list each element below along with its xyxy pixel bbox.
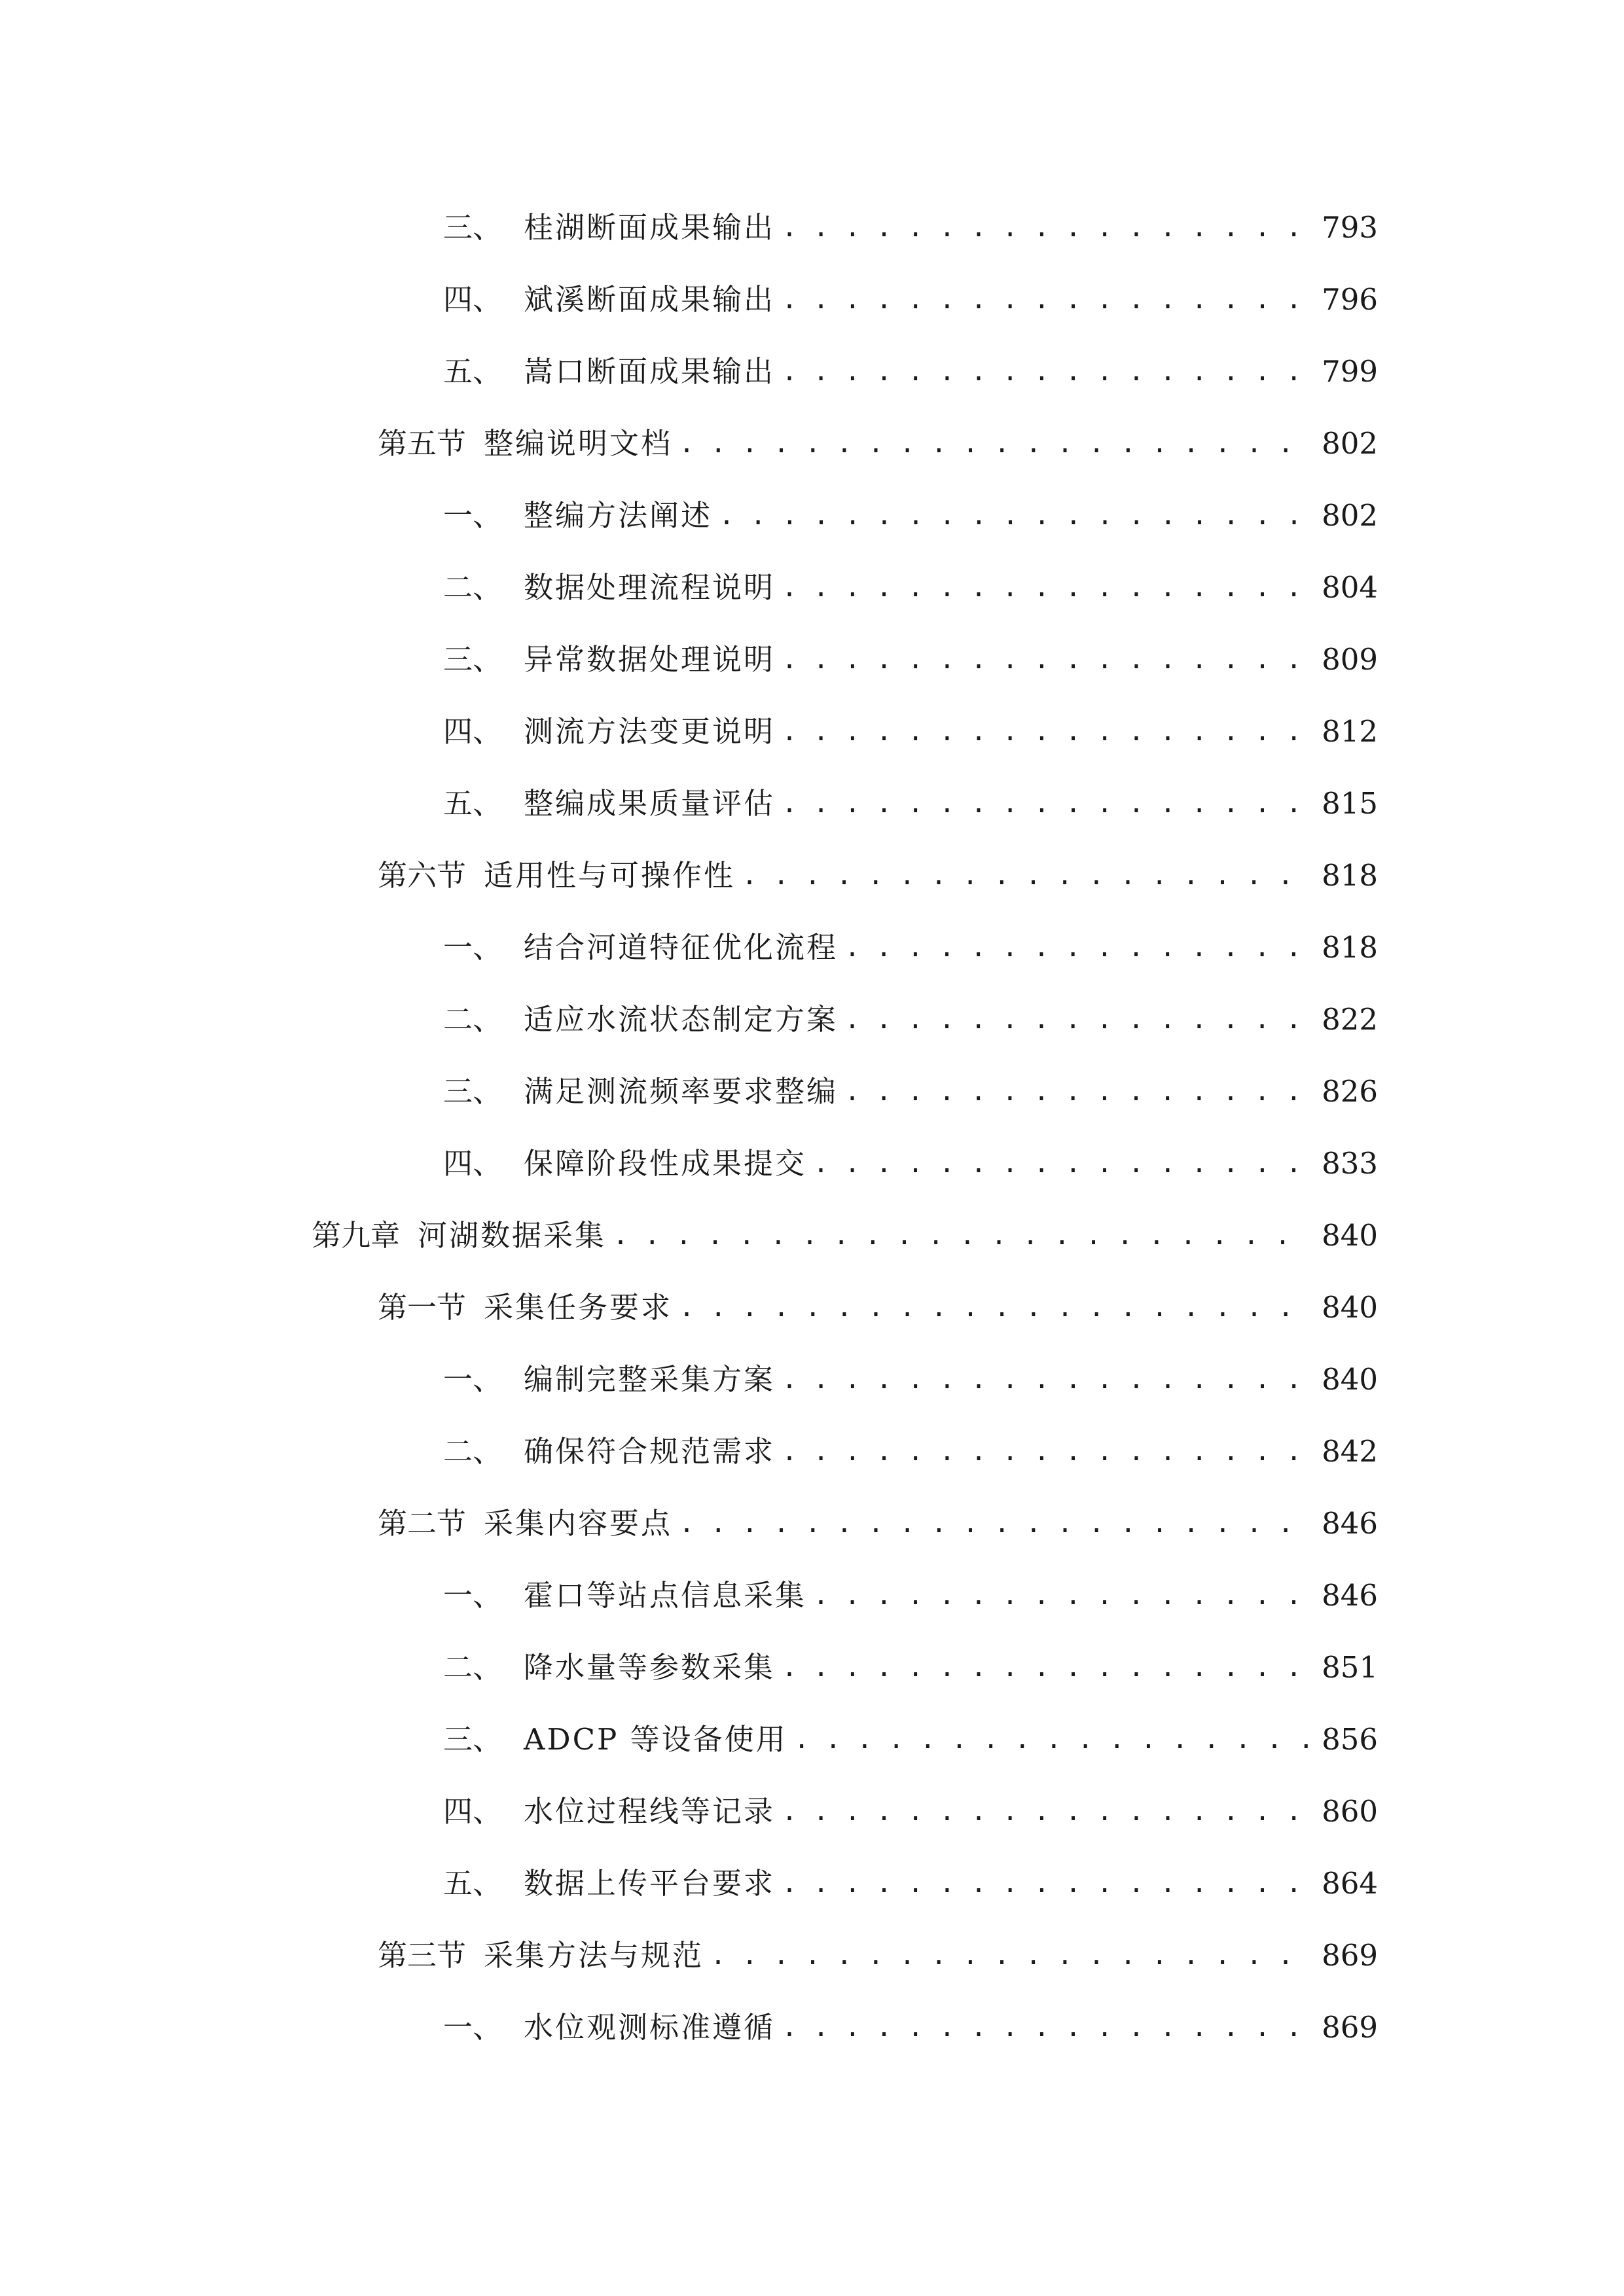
toc-entry-title: 满足测流频率要求整编 bbox=[524, 1074, 839, 1109]
toc-entry-page: 833 bbox=[1322, 1146, 1378, 1181]
toc-entry-1[interactable] bbox=[443, 274, 1378, 326]
toc-entry-title: 适用性与可操作性 bbox=[484, 858, 736, 893]
toc-entry-page: 856 bbox=[1322, 1722, 1378, 1757]
toc-entry-25[interactable] bbox=[443, 2001, 1378, 2054]
toc-entry-number: 三、 bbox=[443, 642, 503, 677]
toc-entry-number: 第一节 bbox=[378, 1290, 467, 1325]
toc-entry-14[interactable] bbox=[312, 1210, 1378, 1262]
dot-leader bbox=[719, 490, 1312, 542]
toc-entry-title: 适应水流状态制定方案 bbox=[524, 1002, 839, 1037]
toc-entry-title: 保障阶段性成果提交 bbox=[524, 1146, 807, 1181]
dot-leader bbox=[782, 778, 1312, 830]
toc-entry-12[interactable] bbox=[443, 1066, 1378, 1118]
toc-entry-19[interactable] bbox=[443, 1570, 1378, 1622]
toc-entry-number: 三、 bbox=[443, 1722, 503, 1757]
toc-entry-title: 采集内容要点 bbox=[484, 1506, 673, 1541]
toc-entry-number: 一、 bbox=[443, 1578, 503, 1613]
toc-entry-page: 846 bbox=[1322, 1578, 1378, 1613]
toc-entry-3[interactable] bbox=[378, 418, 1378, 470]
toc-entry-number: 二、 bbox=[443, 1434, 503, 1469]
toc-entry-number: 三、 bbox=[443, 1074, 503, 1109]
toc-entry-number: 四、 bbox=[443, 282, 503, 317]
toc-entry-number: 五、 bbox=[443, 1866, 503, 1901]
toc-entry-number: 第九章 bbox=[312, 1218, 401, 1253]
toc-entry-number: 第六节 bbox=[378, 858, 467, 893]
toc-entry-number: 一、 bbox=[443, 2010, 503, 2045]
toc-entry-number: 四、 bbox=[443, 714, 503, 749]
toc-entry-title: 整编方法阐述 bbox=[524, 498, 713, 533]
toc-entry-title: 确保符合规范需求 bbox=[524, 1434, 776, 1469]
dot-leader bbox=[679, 1282, 1312, 1334]
toc-entry-title: 测流方法变更说明 bbox=[524, 714, 776, 749]
toc-entry-page: 812 bbox=[1322, 714, 1378, 749]
toc-entry-title: 采集方法与规范 bbox=[484, 1938, 704, 1973]
toc-entry-title: 水位观测标准遵循 bbox=[524, 2010, 776, 2045]
toc-entry-number: 五、 bbox=[443, 354, 503, 389]
toc-entry-page: 793 bbox=[1322, 210, 1378, 245]
dot-leader bbox=[782, 202, 1312, 254]
dot-leader bbox=[813, 1570, 1312, 1622]
dot-leader bbox=[679, 418, 1312, 470]
dot-leader bbox=[782, 706, 1312, 758]
toc-entry-title: 编制完整采集方案 bbox=[524, 1362, 776, 1397]
toc-entry-number: 一、 bbox=[443, 1362, 503, 1397]
toc-entry-5[interactable] bbox=[443, 562, 1378, 614]
dot-leader bbox=[782, 1426, 1312, 1478]
toc-entry-0[interactable] bbox=[443, 202, 1378, 254]
toc-entry-title: ADCP 等设备使用 bbox=[524, 1722, 787, 1757]
toc-entry-17[interactable] bbox=[443, 1426, 1378, 1478]
toc-entry-page: 869 bbox=[1322, 2010, 1378, 2045]
toc-entry-title: 整编成果质量评估 bbox=[524, 786, 776, 821]
toc-entry-page: 864 bbox=[1322, 1866, 1378, 1901]
dot-leader bbox=[844, 994, 1312, 1046]
toc-entry-page: 826 bbox=[1322, 1074, 1378, 1109]
dot-leader bbox=[710, 1929, 1312, 1982]
toc-entry-4[interactable] bbox=[443, 490, 1378, 542]
toc-entry-page: 802 bbox=[1322, 498, 1378, 533]
toc-entry-title: 河湖数据采集 bbox=[418, 1218, 607, 1253]
toc-entry-number: 一、 bbox=[443, 498, 503, 533]
dot-leader bbox=[782, 346, 1312, 398]
dot-leader bbox=[613, 1210, 1312, 1262]
toc-entry-number: 二、 bbox=[443, 570, 503, 605]
toc-entry-9[interactable] bbox=[378, 850, 1378, 902]
toc-entry-15[interactable] bbox=[378, 1282, 1378, 1334]
toc-entry-number: 四、 bbox=[443, 1794, 503, 1829]
toc-entry-page: 815 bbox=[1322, 786, 1378, 821]
dot-leader bbox=[813, 1138, 1312, 1190]
toc-entry-13[interactable] bbox=[443, 1138, 1378, 1190]
toc-entry-page: 840 bbox=[1322, 1218, 1378, 1253]
toc-entry-number: 四、 bbox=[443, 1146, 503, 1181]
toc-entry-title: 异常数据处理说明 bbox=[524, 642, 776, 677]
toc-entry-title: 降水量等参数采集 bbox=[524, 1650, 776, 1685]
toc-entry-page: 818 bbox=[1322, 930, 1378, 965]
toc-entry-title: 水位过程线等记录 bbox=[524, 1794, 776, 1829]
toc-entry-22[interactable] bbox=[443, 1785, 1378, 1838]
dot-leader bbox=[782, 634, 1312, 686]
toc-entry-number: 三、 bbox=[443, 210, 503, 245]
dot-leader bbox=[844, 1066, 1312, 1118]
toc-entry-page: 796 bbox=[1322, 282, 1378, 317]
toc-entry-7[interactable] bbox=[443, 706, 1378, 758]
toc-entry-page: 842 bbox=[1322, 1434, 1378, 1469]
toc-entry-number: 第二节 bbox=[378, 1506, 467, 1541]
toc-entry-16[interactable] bbox=[443, 1354, 1378, 1406]
toc-entry-10[interactable] bbox=[443, 922, 1378, 974]
toc-entry-8[interactable] bbox=[443, 778, 1378, 830]
toc-entry-23[interactable] bbox=[443, 1857, 1378, 1910]
toc-entry-2[interactable] bbox=[443, 346, 1378, 398]
dot-leader bbox=[782, 1641, 1312, 1694]
toc-entry-page: 840 bbox=[1322, 1362, 1378, 1397]
dot-leader bbox=[742, 850, 1312, 902]
toc-entry-title: 嵩口断面成果输出 bbox=[524, 354, 776, 389]
toc-entry-number: 第三节 bbox=[378, 1938, 467, 1973]
toc-entry-18[interactable] bbox=[378, 1498, 1378, 1550]
toc-entry-page: 804 bbox=[1322, 570, 1378, 605]
toc-entry-page: 869 bbox=[1322, 1938, 1378, 1973]
dot-leader bbox=[782, 274, 1312, 326]
toc-entry-title: 桂湖断面成果输出 bbox=[524, 210, 776, 245]
toc-entry-number: 二、 bbox=[443, 1650, 503, 1685]
toc-entry-page: 799 bbox=[1322, 354, 1378, 389]
toc-entry-page: 860 bbox=[1322, 1794, 1378, 1829]
toc-entry-title: 整编说明文档 bbox=[484, 426, 673, 461]
dot-leader bbox=[782, 1354, 1312, 1406]
toc-entry-number: 第五节 bbox=[378, 426, 467, 461]
toc-entry-number: 五、 bbox=[443, 786, 503, 821]
toc-entry-title: 采集任务要求 bbox=[484, 1290, 673, 1325]
dot-leader bbox=[782, 562, 1312, 614]
toc-entry-title: 数据上传平台要求 bbox=[524, 1866, 776, 1901]
dot-leader bbox=[782, 2001, 1312, 2054]
toc-entry-page: 851 bbox=[1322, 1650, 1378, 1685]
toc-entry-number: 二、 bbox=[443, 1002, 503, 1037]
toc-entry-title: 数据处理流程说明 bbox=[524, 570, 776, 605]
toc-entry-title: 斌溪断面成果输出 bbox=[524, 282, 776, 317]
toc-entry-page: 809 bbox=[1322, 642, 1378, 677]
toc-entry-20[interactable] bbox=[443, 1641, 1378, 1694]
toc-entry-page: 822 bbox=[1322, 1002, 1378, 1037]
toc-entry-title: 结合河道特征优化流程 bbox=[524, 930, 839, 965]
dot-leader bbox=[782, 1785, 1312, 1838]
toc-entry-title: 霍口等站点信息采集 bbox=[524, 1578, 807, 1613]
toc-entry-11[interactable] bbox=[443, 994, 1378, 1046]
dot-leader bbox=[782, 1857, 1312, 1910]
dot-leader bbox=[679, 1498, 1312, 1550]
toc-entry-24[interactable] bbox=[378, 1929, 1378, 1982]
toc-entry-page: 840 bbox=[1322, 1290, 1378, 1325]
toc-entry-number: 一、 bbox=[443, 930, 503, 965]
toc-entry-6[interactable] bbox=[443, 634, 1378, 686]
toc-entry-page: 818 bbox=[1322, 858, 1378, 893]
toc-entry-21[interactable] bbox=[443, 1713, 1378, 1766]
dot-leader bbox=[794, 1713, 1313, 1766]
dot-leader bbox=[844, 922, 1312, 974]
toc-entry-page: 802 bbox=[1322, 426, 1378, 461]
toc-entry-page: 846 bbox=[1322, 1506, 1378, 1541]
